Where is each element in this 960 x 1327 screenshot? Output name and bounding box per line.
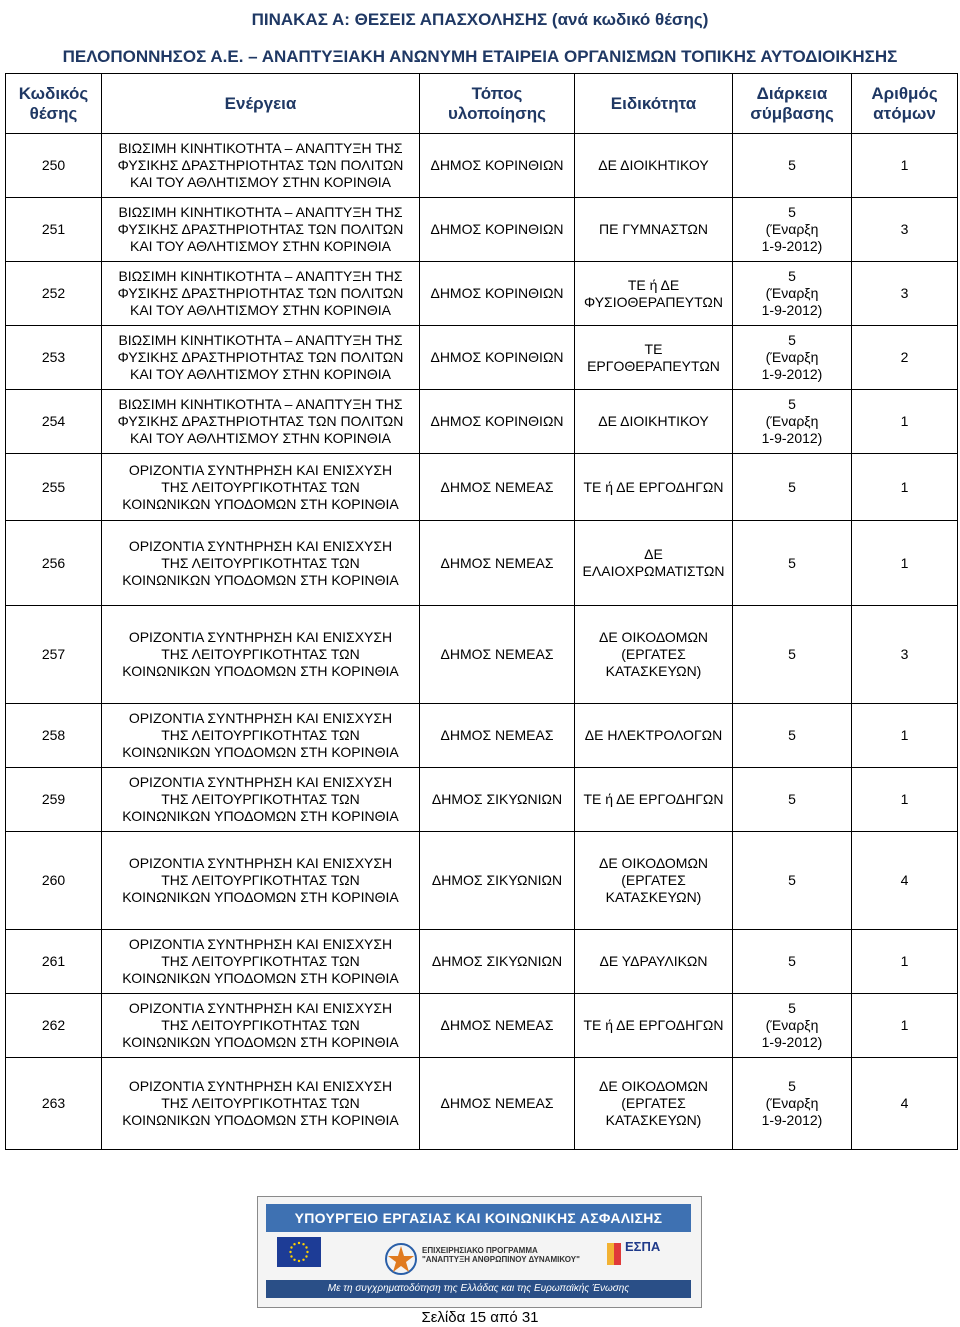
cell-action-line: ΟΡΙΖΟΝΤΙΑ ΣΥΝΤΗΡΗΣΗ ΚΑΙ ΕΝΙΣΧΥΣΗ bbox=[128, 537, 393, 554]
cell-place: ΔΗΜΟΣ ΝΕΜΕΑΣ bbox=[420, 521, 575, 606]
cell-specialty bbox=[575, 454, 733, 521]
cell-action-line: ΒΙΩΣΙΜΗ ΚΙΝΗΤΙΚΟΤΗΤΑ – ΑΝΑΠΤΥΞΗ ΤΗΣ bbox=[118, 204, 403, 220]
header-specialty: Ειδικότητα bbox=[575, 74, 733, 134]
cell-action-line: ΚΟΙΝΩΝΙΚΩΝ ΥΠΟΔΟΜΩΝ ΣΤΗ ΚΟΡΙΝΘΙΑ bbox=[122, 1112, 399, 1128]
cell-duration bbox=[733, 262, 852, 326]
cell-specialty-line: ΕΛΑΙΟΧΡΩΜΑΤΙΣΤΩΝ bbox=[582, 563, 725, 579]
cell-code: 258 bbox=[6, 704, 102, 768]
cell-place: ΔΗΜΟΣ ΚΟΡΙΝΘΙΩΝ bbox=[420, 390, 575, 454]
cell-duration bbox=[733, 134, 852, 198]
cell-action bbox=[102, 326, 420, 390]
cell-action-line: ΒΙΩΣΙΜΗ ΚΙΝΗΤΙΚΟΤΗΤΑ – ΑΝΑΠΤΥΞΗ ΤΗΣ bbox=[118, 396, 403, 412]
cell-place: ΔΗΜΟΣ ΝΕΜΕΑΣ bbox=[420, 454, 575, 521]
cell-specialty-line: (ΕΡΓΑΤΕΣ bbox=[621, 1095, 686, 1111]
cell-specialty-line: ΚΑΤΑΣΚΕΥΩΝ) bbox=[605, 1112, 702, 1128]
cell-action-line: ΦΥΣΙΚΗΣ ΔΡΑΣΤΗΡΙΟΤΗΤΑΣ ΤΩΝ ΠΟΛΙΤΩΝ bbox=[117, 157, 404, 173]
cell-action-line: ΤΗΣ ΛΕΙΤΟΥΡΓΙΚΟΤΗΤΑΣ ΤΩΝ bbox=[161, 1095, 360, 1111]
cell-action-line: ΚΑΙ ΤΟΥ ΑΘΛΗΤΙΣΜΟΥ ΣΤΗΝ ΚΟΡΙΝΘΙΑ bbox=[129, 366, 392, 382]
cell-specialty-line: ΤΕ ή ΔΕ ΕΡΓΟΔΗΓΩΝ bbox=[583, 478, 724, 495]
cell-persons: 1 bbox=[852, 768, 958, 832]
cell-specialty bbox=[575, 832, 733, 930]
cell-code: 260 bbox=[6, 832, 102, 930]
cell-action bbox=[102, 134, 420, 198]
cell-action-line: ΚΟΙΝΩΝΙΚΩΝ ΥΠΟΔΟΜΩΝ ΣΤΗ ΚΟΡΙΝΘΙΑ bbox=[122, 970, 399, 986]
cell-specialty-line: ΔΕ ΟΙΚΟΔΟΜΩΝ bbox=[598, 629, 709, 645]
cell-duration-line: 5 bbox=[788, 646, 796, 662]
cell-specialty-line: ΚΑΤΑΣΚΕΥΩΝ) bbox=[605, 889, 702, 905]
cell-place: ΔΗΜΟΣ ΣΙΚΥΩΝΙΩΝ bbox=[420, 768, 575, 832]
cell-action-line: ΟΡΙΖΟΝΤΙΑ ΣΥΝΤΗΡΗΣΗ ΚΑΙ ΕΝΙΣΧΥΣΗ bbox=[128, 774, 393, 790]
program-line-1: ΕΠΙΧΕΙΡΗΣΙΑΚΟ ΠΡΟΓΡΑΜΜΑ bbox=[422, 1246, 538, 1255]
cell-duration-line: 5 bbox=[788, 478, 796, 495]
espa-mark-icon bbox=[605, 1239, 623, 1269]
table-row bbox=[6, 262, 958, 326]
cell-duration bbox=[733, 454, 852, 521]
cell-duration-line: (Έναρξη bbox=[765, 349, 819, 365]
cell-duration-line: 5 bbox=[788, 157, 796, 173]
table-row bbox=[6, 326, 958, 390]
cell-persons: 1 bbox=[852, 994, 958, 1058]
cell-action-line: ΚΟΙΝΩΝΙΚΩΝ ΥΠΟΔΟΜΩΝ ΣΤΗ ΚΟΡΙΝΘΙΑ bbox=[122, 889, 399, 905]
table-row bbox=[6, 704, 958, 768]
cell-action-line: ΚΑΙ ΤΟΥ ΑΘΛΗΤΙΣΜΟΥ ΣΤΗΝ ΚΟΡΙΝΘΙΑ bbox=[129, 238, 392, 254]
cell-specialty bbox=[575, 390, 733, 454]
cell-duration bbox=[733, 994, 852, 1058]
cell-specialty bbox=[575, 521, 733, 606]
cell-place: ΔΗΜΟΣ ΝΕΜΕΑΣ bbox=[420, 994, 575, 1058]
cell-action bbox=[102, 768, 420, 832]
cell-specialty bbox=[575, 326, 733, 390]
cell-action bbox=[102, 1058, 420, 1150]
cell-action bbox=[102, 521, 420, 606]
cell-action-line: ΤΗΣ ΛΕΙΤΟΥΡΓΙΚΟΤΗΤΑΣ ΤΩΝ bbox=[161, 554, 360, 571]
cell-duration-line: 5 bbox=[788, 396, 796, 412]
page-number: Σελίδα 15 από 31 bbox=[421, 1309, 539, 1326]
cell-specialty-line: ΔΕ ΟΙΚΟΔΟΜΩΝ bbox=[598, 1078, 709, 1094]
cell-action-line: ΒΙΩΣΙΜΗ ΚΙΝΗΤΙΚΟΤΗΤΑ – ΑΝΑΠΤΥΞΗ ΤΗΣ bbox=[118, 268, 403, 284]
cell-duration bbox=[733, 832, 852, 930]
header-persons: Αριθμός ατόμων bbox=[852, 74, 958, 134]
cell-action-line: ΟΡΙΖΟΝΤΙΑ ΣΥΝΤΗΡΗΣΗ ΚΑΙ ΕΝΙΣΧΥΣΗ bbox=[128, 1078, 393, 1094]
cell-persons: 3 bbox=[852, 606, 958, 704]
cell-action bbox=[102, 606, 420, 704]
cell-code: 256 bbox=[6, 521, 102, 606]
cell-specialty bbox=[575, 262, 733, 326]
cell-code: 262 bbox=[6, 994, 102, 1058]
header-duration: Διάρκεια σύμβασης bbox=[733, 74, 852, 134]
header-place: Τόπος υλοποίησης bbox=[420, 74, 575, 134]
cell-action-line: ΤΗΣ ΛΕΙΤΟΥΡΓΙΚΟΤΗΤΑΣ ΤΩΝ bbox=[161, 872, 360, 888]
positions-table bbox=[5, 73, 958, 1150]
cell-duration bbox=[733, 704, 852, 768]
cell-code: 253 bbox=[6, 326, 102, 390]
cell-action-line: ΤΗΣ ΛΕΙΤΟΥΡΓΙΚΟΤΗΤΑΣ ΤΩΝ bbox=[161, 1017, 360, 1033]
cell-place: ΔΗΜΟΣ ΣΙΚΥΩΝΙΩΝ bbox=[420, 832, 575, 930]
cell-action-line: ΤΗΣ ΛΕΙΤΟΥΡΓΙΚΟΤΗΤΑΣ ΤΩΝ bbox=[161, 953, 360, 969]
table-row bbox=[6, 930, 958, 994]
page-title: ΠΙΝΑΚΑΣ Α: ΘΕΣΕΙΣ ΑΠΑΣΧΟΛΗΣΗΣ (ανά κωδικό θέσης) bbox=[251, 10, 709, 29]
program-star-icon bbox=[384, 1242, 418, 1276]
cell-duration-line: 1-9-2012) bbox=[761, 430, 823, 446]
cell-specialty-line: ΤΕ ή ΔΕ bbox=[627, 276, 680, 293]
cell-duration-line: 5 bbox=[788, 1000, 796, 1016]
cell-code: 257 bbox=[6, 606, 102, 704]
ministry-banner: ΥΠΟΥΡΓΕΙΟ ΕΡΓΑΣΙΑΣ ΚΑΙ ΚΟΙΝΩΝΙΚΗΣ ΑΣΦΑΛΙΣΗΣ bbox=[266, 1204, 691, 1232]
cell-persons: 2 bbox=[852, 326, 958, 390]
table-row bbox=[6, 994, 958, 1058]
cell-action bbox=[102, 390, 420, 454]
cell-action-line: ΤΗΣ ΛΕΙΤΟΥΡΓΙΚΟΤΗΤΑΣ ΤΩΝ bbox=[161, 478, 360, 495]
cell-duration-line: (Έναρξη bbox=[765, 285, 819, 301]
cell-action-line: ΚΟΙΝΩΝΙΚΩΝ ΥΠΟΔΟΜΩΝ ΣΤΗ ΚΟΡΙΝΘΙΑ bbox=[122, 744, 399, 760]
cell-persons: 3 bbox=[852, 198, 958, 262]
program-line-2: "ΑΝΑΠΤΥΞΗ ΑΝΘΡΩΠΙΝΟΥ ΔΥΝΑΜΙΚΟΥ" bbox=[422, 1255, 580, 1264]
page-subtitle: ΠΕΛΟΠΟΝΝΗΣΟΣ Α.Ε. – ΑΝΑΠΤΥΞΙΑΚΗ ΑΝΩΝΥΜΗ ΕΤΑΙΡΕΙΑ ΟΡΓΑΝΙΣΜΩΝ ΤΟΠΙΚΗΣ ΑΥΤΟΔΙΟΙΚΗΣΗΣ bbox=[62, 47, 898, 66]
cell-persons: 4 bbox=[852, 1058, 958, 1150]
cell-action-line: ΚΑΙ ΤΟΥ ΑΘΛΗΤΙΣΜΟΥ ΣΤΗΝ ΚΟΡΙΝΘΙΑ bbox=[129, 174, 392, 190]
cell-duration bbox=[733, 326, 852, 390]
cell-place: ΔΗΜΟΣ ΝΕΜΕΑΣ bbox=[420, 1058, 575, 1150]
table-row bbox=[6, 832, 958, 930]
cell-duration bbox=[733, 1058, 852, 1150]
cell-specialty bbox=[575, 704, 733, 768]
table-row bbox=[6, 134, 958, 198]
cell-action-line: ΚΟΙΝΩΝΙΚΩΝ ΥΠΟΔΟΜΩΝ ΣΤΗ ΚΟΡΙΝΘΙΑ bbox=[122, 663, 399, 679]
table-row bbox=[6, 606, 958, 704]
espa-text: ΕΣΠΑ bbox=[625, 1239, 661, 1254]
cell-action-line: ΦΥΣΙΚΗΣ ΔΡΑΣΤΗΡΙΟΤΗΤΑΣ ΤΩΝ ΠΟΛΙΤΩΝ bbox=[117, 349, 404, 365]
cell-specialty bbox=[575, 198, 733, 262]
cell-action-line: ΤΗΣ ΛΕΙΤΟΥΡΓΙΚΟΤΗΤΑΣ ΤΩΝ bbox=[161, 727, 360, 743]
cell-specialty-line: ΤΕ ή ΔΕ ΕΡΓΟΔΗΓΩΝ bbox=[583, 1017, 724, 1033]
cell-duration-line: 1-9-2012) bbox=[761, 1112, 823, 1128]
cell-code: 255 bbox=[6, 454, 102, 521]
cell-specialty-line: ΔΕ ΟΙΚΟΔΟΜΩΝ bbox=[598, 855, 709, 871]
cell-specialty bbox=[575, 1058, 733, 1150]
cell-duration bbox=[733, 198, 852, 262]
cell-action bbox=[102, 930, 420, 994]
cell-specialty-line: ΔΕ ΗΛΕΚΤΡΟΛΟΓΩΝ bbox=[584, 727, 723, 743]
cell-specialty bbox=[575, 930, 733, 994]
cell-place: ΔΗΜΟΣ ΚΟΡΙΝΘΙΩΝ bbox=[420, 326, 575, 390]
cell-code: 250 bbox=[6, 134, 102, 198]
cell-specialty-line: (ΕΡΓΑΤΕΣ bbox=[621, 872, 686, 888]
cell-duration-line: 1-9-2012) bbox=[761, 366, 823, 382]
cell-persons: 4 bbox=[852, 832, 958, 930]
cell-code: 251 bbox=[6, 198, 102, 262]
cell-duration-line: (Έναρξη bbox=[765, 221, 819, 237]
table-row bbox=[6, 454, 958, 521]
cell-action-line: ΒΙΩΣΙΜΗ ΚΙΝΗΤΙΚΟΤΗΤΑ – ΑΝΑΠΤΥΞΗ ΤΗΣ bbox=[118, 332, 403, 348]
cell-duration-line: 5 bbox=[788, 727, 796, 743]
cell-duration-line: 1-9-2012) bbox=[761, 1034, 823, 1050]
cell-place: ΔΗΜΟΣ ΣΙΚΥΩΝΙΩΝ bbox=[420, 930, 575, 994]
cell-specialty bbox=[575, 994, 733, 1058]
cell-persons: 1 bbox=[852, 454, 958, 521]
header-code: Κωδικός θέσης bbox=[6, 74, 102, 134]
cell-duration-line: 5 bbox=[788, 1078, 796, 1094]
cell-specialty-line: ΦΥΣΙΟΘΕΡΑΠΕΥΤΩΝ bbox=[583, 293, 723, 310]
table-row bbox=[6, 1058, 958, 1150]
cell-action bbox=[102, 994, 420, 1058]
cell-action-line: ΟΡΙΖΟΝΤΙΑ ΣΥΝΤΗΡΗΣΗ ΚΑΙ ΕΝΙΣΧΥΣΗ bbox=[128, 710, 393, 726]
cell-persons: 1 bbox=[852, 390, 958, 454]
cell-duration-line: (Έναρξη bbox=[765, 1017, 819, 1033]
cell-duration-line: (Έναρξη bbox=[765, 413, 819, 429]
cell-specialty-line: ΔΕ ΔΙΟΙΚΗΤΙΚΟΥ bbox=[598, 157, 709, 173]
cell-persons: 1 bbox=[852, 704, 958, 768]
cell-specialty-line: ΔΕ bbox=[644, 546, 663, 562]
cell-duration-line: 5 bbox=[788, 872, 796, 888]
cell-duration bbox=[733, 768, 852, 832]
cell-persons: 1 bbox=[852, 930, 958, 994]
cell-action-line: ΚΟΙΝΩΝΙΚΩΝ ΥΠΟΔΟΜΩΝ ΣΤΗ ΚΟΡΙΝΘΙΑ bbox=[122, 808, 399, 824]
cell-duration-line: 5 bbox=[788, 204, 796, 220]
cell-specialty-line: ΔΕ ΥΔΡΑΥΛΙΚΩΝ bbox=[599, 953, 708, 969]
cell-action-line: ΒΙΩΣΙΜΗ ΚΙΝΗΤΙΚΟΤΗΤΑ – ΑΝΑΠΤΥΞΗ ΤΗΣ bbox=[118, 140, 403, 156]
cell-specialty bbox=[575, 606, 733, 704]
cell-action-line: ΤΗΣ ΛΕΙΤΟΥΡΓΙΚΟΤΗΤΑΣ ΤΩΝ bbox=[161, 646, 360, 662]
cell-action-line: ΦΥΣΙΚΗΣ ΔΡΑΣΤΗΡΙΟΤΗΤΑΣ ΤΩΝ ΠΟΛΙΤΩΝ bbox=[117, 285, 404, 301]
cell-code: 254 bbox=[6, 390, 102, 454]
espa-logo bbox=[605, 1237, 683, 1272]
cell-action-line: ΚΟΙΝΩΝΙΚΩΝ ΥΠΟΔΟΜΩΝ ΣΤΗ ΚΟΡΙΝΘΙΑ bbox=[122, 495, 399, 512]
cell-place: ΔΗΜΟΣ ΝΕΜΕΑΣ bbox=[420, 606, 575, 704]
cell-place: ΔΗΜΟΣ ΚΟΡΙΝΘΙΩΝ bbox=[420, 134, 575, 198]
cell-action-line: ΚΑΙ ΤΟΥ ΑΘΛΗΤΙΣΜΟΥ ΣΤΗΝ ΚΟΡΙΝΘΙΑ bbox=[129, 302, 392, 318]
cell-duration-line: 1-9-2012) bbox=[761, 238, 823, 254]
cell-action bbox=[102, 454, 420, 521]
table-header-row bbox=[6, 74, 958, 134]
cell-action bbox=[102, 262, 420, 326]
cell-specialty-line: ΕΡΓΟΘΕΡΑΠΕΥΤΩΝ bbox=[587, 357, 720, 374]
cell-specialty-line: (ΕΡΓΑΤΕΣ bbox=[621, 646, 686, 662]
cell-duration bbox=[733, 521, 852, 606]
cell-action-line: ΟΡΙΖΟΝΤΙΑ ΣΥΝΤΗΡΗΣΗ ΚΑΙ ΕΝΙΣΧΥΣΗ bbox=[128, 855, 393, 871]
program-logo-banner bbox=[257, 1196, 702, 1308]
cell-action-line: ΚΟΙΝΩΝΙΚΩΝ ΥΠΟΔΟΜΩΝ ΣΤΗ ΚΟΡΙΝΘΙΑ bbox=[122, 1034, 399, 1050]
cell-duration-line: 5 bbox=[788, 953, 796, 969]
table-row bbox=[6, 768, 958, 832]
cell-specialty-line: ΠΕ ΓΥΜΝΑΣΤΩΝ bbox=[598, 221, 709, 237]
cell-specialty-line: ΤΕ ή ΔΕ ΕΡΓΟΔΗΓΩΝ bbox=[583, 791, 724, 807]
cell-action bbox=[102, 704, 420, 768]
table-row bbox=[6, 390, 958, 454]
cell-code: 252 bbox=[6, 262, 102, 326]
cell-action-line: ΟΡΙΖΟΝΤΙΑ ΣΥΝΤΗΡΗΣΗ ΚΑΙ ΕΝΙΣΧΥΣΗ bbox=[128, 936, 393, 952]
cofunding-banner: Με τη συγχρηματοδότηση της Ελλάδας και της Ευρωπαϊκής Ένωσης bbox=[266, 1280, 691, 1298]
cell-specialty bbox=[575, 134, 733, 198]
cell-action bbox=[102, 832, 420, 930]
cell-action-line: ΦΥΣΙΚΗΣ ΔΡΑΣΤΗΡΙΟΤΗΤΑΣ ΤΩΝ ΠΟΛΙΤΩΝ bbox=[117, 413, 404, 429]
cell-persons: 3 bbox=[852, 262, 958, 326]
cell-duration-line: 1-9-2012) bbox=[761, 302, 823, 318]
cell-action bbox=[102, 198, 420, 262]
cell-action-line: ΟΡΙΖΟΝΤΙΑ ΣΥΝΤΗΡΗΣΗ ΚΑΙ ΕΝΙΣΧΥΣΗ bbox=[128, 1000, 393, 1016]
cell-action-line: ΚΟΙΝΩΝΙΚΩΝ ΥΠΟΔΟΜΩΝ ΣΤΗ ΚΟΡΙΝΘΙΑ bbox=[122, 571, 399, 588]
cell-specialty bbox=[575, 768, 733, 832]
cell-code: 261 bbox=[6, 930, 102, 994]
cell-specialty-line: ΔΕ ΔΙΟΙΚΗΤΙΚΟΥ bbox=[598, 413, 709, 429]
cell-action-line: ΤΗΣ ΛΕΙΤΟΥΡΓΙΚΟΤΗΤΑΣ ΤΩΝ bbox=[161, 791, 360, 807]
cell-action-line: ΦΥΣΙΚΗΣ ΔΡΑΣΤΗΡΙΟΤΗΤΑΣ ΤΩΝ ΠΟΛΙΤΩΝ bbox=[117, 221, 404, 237]
cell-duration-line: 5 bbox=[788, 791, 796, 807]
cell-action-line: ΟΡΙΖΟΝΤΙΑ ΣΥΝΤΗΡΗΣΗ ΚΑΙ ΕΝΙΣΧΥΣΗ bbox=[128, 461, 393, 478]
cell-persons: 1 bbox=[852, 134, 958, 198]
cell-code: 263 bbox=[6, 1058, 102, 1150]
cell-duration-line: 5 bbox=[788, 332, 796, 348]
cell-duration-line: (Έναρξη bbox=[765, 1095, 819, 1111]
cell-duration-line: 5 bbox=[788, 554, 796, 571]
cell-persons: 1 bbox=[852, 521, 958, 606]
cell-duration bbox=[733, 930, 852, 994]
cell-duration bbox=[733, 390, 852, 454]
cell-duration bbox=[733, 606, 852, 704]
cell-code: 259 bbox=[6, 768, 102, 832]
header-action: Ενέργεια bbox=[102, 74, 420, 134]
cell-action-line: ΚΑΙ ΤΟΥ ΑΘΛΗΤΙΣΜΟΥ ΣΤΗΝ ΚΟΡΙΝΘΙΑ bbox=[129, 430, 392, 446]
cell-action-line: ΟΡΙΖΟΝΤΙΑ ΣΥΝΤΗΡΗΣΗ ΚΑΙ ΕΝΙΣΧΥΣΗ bbox=[128, 629, 393, 645]
cell-specialty-line: ΤΕ bbox=[644, 340, 663, 357]
table-row bbox=[6, 521, 958, 606]
cell-duration-line: 5 bbox=[788, 268, 796, 284]
cell-place: ΔΗΜΟΣ ΚΟΡΙΝΘΙΩΝ bbox=[420, 262, 575, 326]
cell-place: ΔΗΜΟΣ ΝΕΜΕΑΣ bbox=[420, 704, 575, 768]
eu-flag-icon bbox=[277, 1237, 321, 1267]
cell-place: ΔΗΜΟΣ ΚΟΡΙΝΘΙΩΝ bbox=[420, 198, 575, 262]
table-row bbox=[6, 198, 958, 262]
program-emblem bbox=[384, 1242, 584, 1274]
cell-specialty-line: ΚΑΤΑΣΚΕΥΩΝ) bbox=[605, 663, 702, 679]
